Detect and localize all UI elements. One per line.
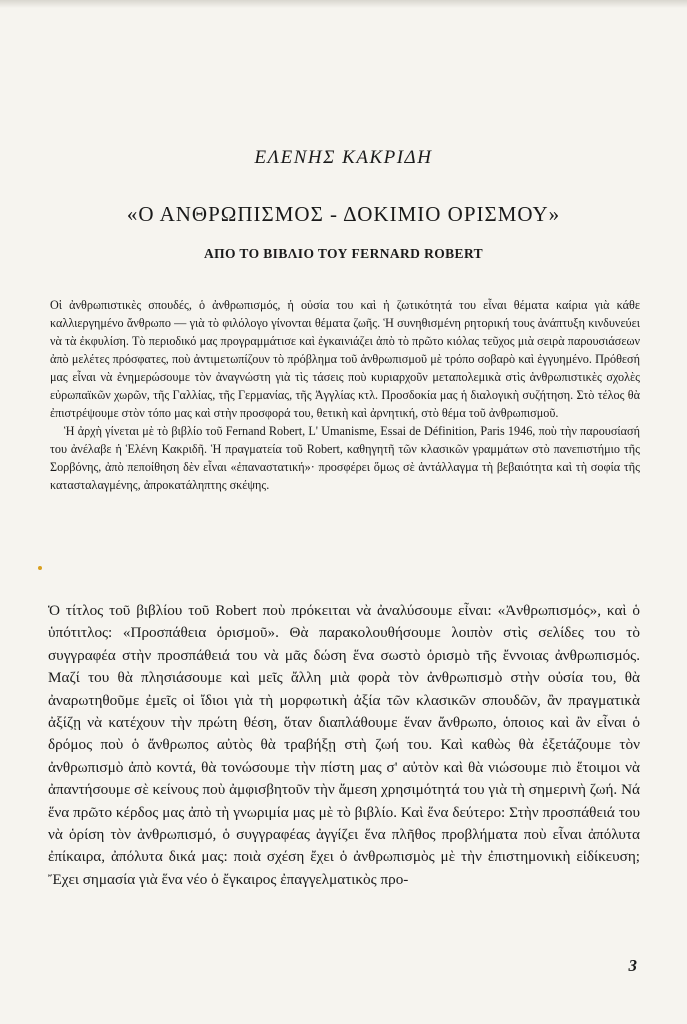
- body-paragraph: Ὁ τίτλος τοῦ βιβλίου τοῦ Robert ποὺ πρόκειται νὰ ἀναλύσουμε εἶναι: «Ἀνθρωπισμός», καὶ ὁ ὑπότιτλος: «Προσπάθεια ὁρισμοῦ». Θὰ παρακολουθήσουμε λοιπὸν στὶς σελίδες του τὸ συγγραφέα στὴν προσπάθειά του νὰ μᾶς δώση ἕνα σωστὸ ὁρισμὸ τῆς ἔννοιας ἀνθρωπισμός. Μαζί του θὰ πλησιάσουμε καὶ μεῖς ἄλλη μιὰ φορὰ τὸν ἀνθρωπισμὸ στὴν οὐσία του, θὰ ἀναρωτηθοῦμε ἐμεῖς οἱ ἴδιοι γιὰ τὴ μορφωτικὴ ἀξία τῶν κλασικῶν σπουδῶν, ἂν πραγματικὰ ἀξίζῃ νὰ κατέχουν τὴν πρώτη θέση, ὅταν διαπλάθουμε ἕναν ἄνθρωπο, ὁποιος καὶ ἂν εἶναι ὁ δρόμος ποὺ ὁ ἄνθρωπος αὐτὸς θὰ τραβήξῃ στὴ ζωή του. Καὶ καθὼς θὰ ἐξετάζουμε τὸν ἀνθρωπισμὸ ἀπὸ κοντά, θὰ τονώσουμε τὴν πίστη μας σ' αὐτὸν καὶ θὰ νιώσουμε πιὸ ἕτοιμοι νὰ ἀπαντήσουμε σὲ κείνους ποὺ ἀμφισβητοῦν τὴν ἄμεση χρησιμότητά του γιὰ τὴ σημερινὴ ζωή. Νά ἕνα πρῶτο κέρδος μας ἀπὸ τὴ γνωριμία μας μὲ τὸ βιβλίο. Καὶ ἕνα δεύτερο: Στὴν προσπάθειά του νὰ ὁρίση τὸν ἀνθρωπισμό, ὁ συγγραφέας ἀγγίζει ἕνα πλῆθος προβλήματα ποὺ εἶναι ἀπόλυτα ἐπίκαιρα, ἀπόλυτα δικά μας: ποιὰ σχέση ἔχει ὁ ἀνθρωπισμὸς μὲ τὴν ἐπιστημονικὴ εἰδίκευση; Ἔχει σημασία γιὰ ἕνα νέο ὁ ἔγκαιρος ἐπαγγελματικὸς προ-: [48, 602, 640, 888]
- margin-mark: [38, 566, 42, 570]
- article-title: «Ο ΑΝΘΡΩΠΙΣΜΟΣ - ΔΟΚΙΜΙΟ ΟΡΙΣΜΟΥ»: [126, 202, 561, 226]
- page-top-edge: [0, 0, 687, 8]
- main-text: [48, 600, 640, 891]
- page-number: 3: [628, 956, 637, 975]
- author-name: ΕΛΕΝΗΣ ΚΑΚΡΙΔΗ: [254, 147, 433, 168]
- intro-paragraph: Οἱ ἀνθρωπιστικὲς σπουδές, ὁ ἀνθρωπισμός, ἡ οὐσία του καὶ ἡ ζωτικότητά του εἶναι θέματα καίρια γιὰ κάθε καλλιεργημένο ἄνθρωπο — γιὰ τὸ φιλόλογο γίνονται θέματα ζωῆς. Ἡ συνηθισμένη ρητορική τους ἀνάπτυξη κινδυνεύει νὰ τὰ ἐκφυλίση. Τὸ περιοδικό μας προγραμμάτισε καὶ ἐγκαινιάζει ἀπὸ τὸ πρῶτο κιόλας τεῦχος μιὰ σειρὰ παρουσιάσεων ἀπὸ μελέτες πρόσφατες, ποὺ ἀντιμετωπίζουν τὸ πρόβλημα τοῦ ἀνθρωπισμοῦ μὲ τρόπο σοβαρὸ καὶ ἐγγυημένο. Πρόθεσή μας εἶναι νὰ ἐνημερώσουμε τὸν ἀναγνώστη γιὰ τὶς τάσεις ποὺ κυριαρχοῦν μεταπολεμικὰ στὶς ἀνθρωπιστικὲς σχολὲς εὐρωπαϊκῶν χωρῶν, τῆς Γαλλίας, τῆς Γερμανίας, τῆς Ἀγγλίας κτλ. Προσδοκία μας ἡ διαλογικὴ συζήτηση. Στὸ τέλος θὰ ἐπιστρέψουμε στὸν τόπο μας καὶ στὴν προσφορά του, θετικὴ καὶ ἀρνητική, στὸ θέμα τοῦ ἀνθρωπισμοῦ.: [50, 298, 640, 420]
- intro-paragraph: Ἡ ἀρχὴ γίνεται μὲ τὸ βιβλίο τοῦ Fernand Robert, L' Umanisme, Essai de Définition, Paris 1946, ποὺ τὴν παρουσίασή του ἀνέλαβε ἡ Ἑλένη Κακριδῆ. Ἡ πραγματεία τοῦ Robert, καθηγητῆ τῶν κλασικῶν γραμμάτων στὸ πανεπιστήμιο τῆς Σορβόνης, ἀπὸ πεποίθηση δὲν εἶναι «ἐπαναστατική»· προσφέρει ὅμως σὲ ἀντάλλαγμα τὴ βεβαιότητα καὶ τὴ σοφία τῆς κατασταλαγμένης, ἀπροκατάληπτης σκέψης.: [50, 424, 640, 492]
- editorial-introduction: [50, 296, 640, 494]
- article-subtitle: ΑΠΟ ΤΟ ΒΙΒΛΙΟ ΤΟΥ FERNARD ROBERT: [203, 246, 484, 261]
